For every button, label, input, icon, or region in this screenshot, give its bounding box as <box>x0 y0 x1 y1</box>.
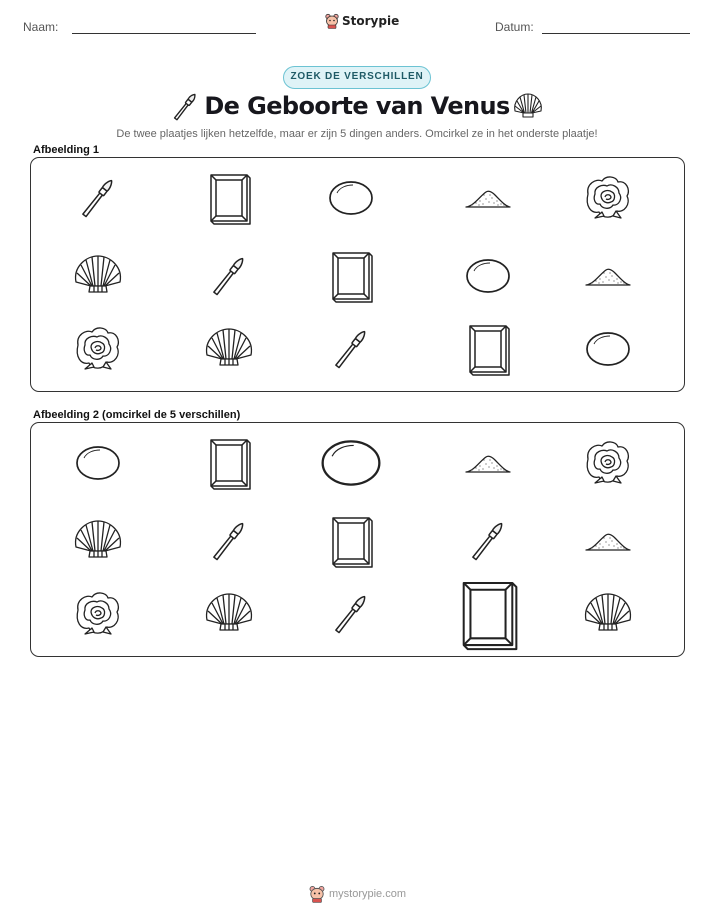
pearl-icon <box>467 260 509 292</box>
frame-icon <box>470 326 509 375</box>
sand-icon <box>586 269 630 285</box>
picture2-label: Afbeelding 2 (omcirkel de 5 verschillen) <box>33 409 241 421</box>
shell-icon <box>512 93 544 121</box>
mascot-icon <box>325 13 339 29</box>
shell-icon[interactable] <box>207 594 252 630</box>
rose-icon <box>77 328 118 369</box>
frame-icon <box>333 253 372 302</box>
picture1-panel <box>30 157 685 392</box>
brand-name: Storypie <box>342 14 400 28</box>
pearl-icon <box>587 333 629 365</box>
footer <box>309 885 406 903</box>
sand-icon[interactable] <box>466 456 510 472</box>
brand-logo <box>325 13 399 29</box>
sand-icon[interactable] <box>586 534 630 550</box>
brush-icon[interactable] <box>472 522 504 561</box>
picture1-grid <box>31 158 686 393</box>
page-title: De Geboorte van Venus <box>204 92 510 120</box>
shell-icon <box>207 329 252 365</box>
brush-icon <box>82 179 114 218</box>
picture2-grid[interactable] <box>31 423 686 658</box>
frame-icon[interactable] <box>333 518 372 567</box>
mascot-icon <box>309 885 325 903</box>
frame-icon[interactable] <box>211 440 250 489</box>
shell-icon[interactable] <box>76 521 121 557</box>
instructions: De twee plaatjes lijken hetzelfde, maar er zijn 5 dingen anders. Omcirkel ze in het onderste plaatje! <box>116 128 598 140</box>
sand-icon <box>466 191 510 207</box>
brush-icon <box>213 257 245 296</box>
brush-icon[interactable] <box>213 522 245 561</box>
shell-icon <box>76 256 121 292</box>
rose-icon[interactable] <box>77 593 118 634</box>
pearl-icon <box>330 182 372 214</box>
shell-icon[interactable] <box>586 594 631 630</box>
frame-icon <box>211 175 250 224</box>
pearl-icon[interactable] <box>77 447 119 479</box>
brush-icon[interactable] <box>335 595 367 634</box>
pearl-icon[interactable] <box>323 441 380 484</box>
date-line[interactable] <box>542 33 690 34</box>
footer-url[interactable]: mystorypie.com <box>329 888 407 900</box>
activity-badge: ZOEK DE VERSCHILLEN <box>283 66 431 89</box>
picture2-panel <box>30 422 685 657</box>
picture1-label: Afbeelding 1 <box>33 144 100 156</box>
rose-icon <box>587 177 628 218</box>
brush-icon <box>335 330 367 369</box>
frame-icon[interactable] <box>464 583 517 649</box>
name-label: Naam: <box>23 20 59 34</box>
date-label: Datum: <box>495 20 534 34</box>
name-line[interactable] <box>72 33 256 34</box>
rose-icon[interactable] <box>587 442 628 483</box>
